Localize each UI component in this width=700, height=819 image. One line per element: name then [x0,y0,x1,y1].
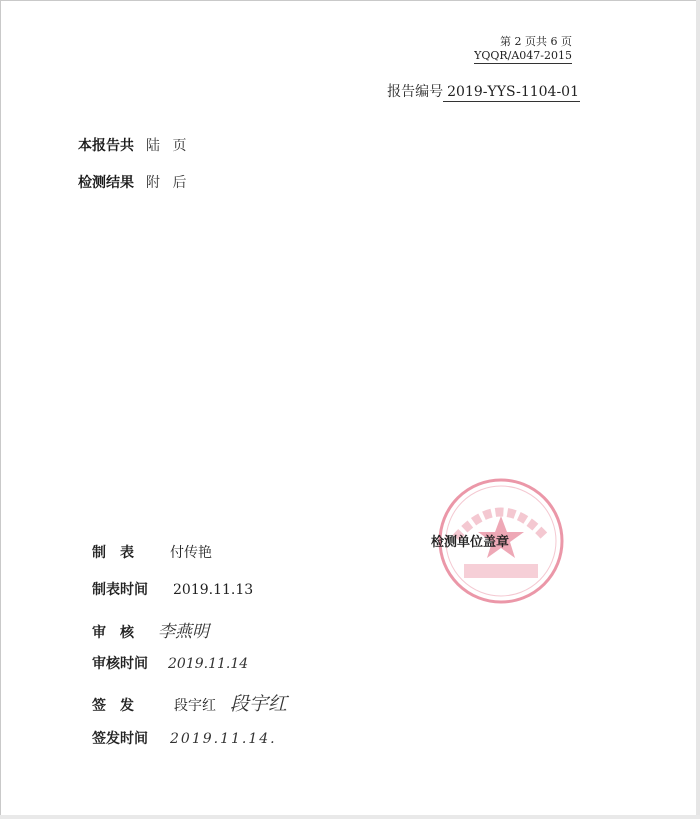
prepared-value: 付传艳 [170,545,212,561]
reviewed-time-value: 2019.11.14 [168,656,249,672]
scan-edge-bottom [0,815,700,819]
stamp-label: 检测单位盖章 [431,535,510,550]
issued-time-label: 签发时间 [92,731,148,747]
issued-value: 段宇红 [174,698,216,714]
reviewed-signature: 李燕明 [158,622,209,642]
issued-signature: 段宇红 [230,693,288,715]
reviewed-label: 审 核 [92,625,134,641]
pages-value: 陆 页 [146,138,191,154]
result-label: 检测结果 [78,175,134,191]
prepared-time-label: 制表时间 [92,582,148,598]
page-number: 第 2 页共 6 页 [500,35,572,48]
prepared-row [92,542,212,562]
issued-time-row [92,728,277,748]
issued-label: 签 发 [92,698,134,714]
seal-bottom-text [464,564,538,578]
result-row [78,172,190,192]
report-number [387,81,580,101]
reviewed-time-label: 审核时间 [92,656,148,672]
result-value: 附 后 [146,175,191,191]
prepared-time-row [92,579,253,599]
issued-row [92,689,287,716]
issued-time-value: 2019.11.14. [170,731,277,747]
report-number-label: 报告编号 [387,84,444,100]
reviewed-row [92,617,209,642]
prepared-label: 制 表 [92,545,134,561]
report-number-value: 2019-YYS-1104-01 [443,84,580,102]
pages-row [78,135,190,155]
reviewed-time-row [92,653,248,673]
prepared-time-value: 2019.11.13 [173,582,254,598]
pages-label: 本报告共 [78,138,134,154]
form-code: YQQR/A047-2015 [474,49,572,62]
scan-edge-right [696,0,700,819]
